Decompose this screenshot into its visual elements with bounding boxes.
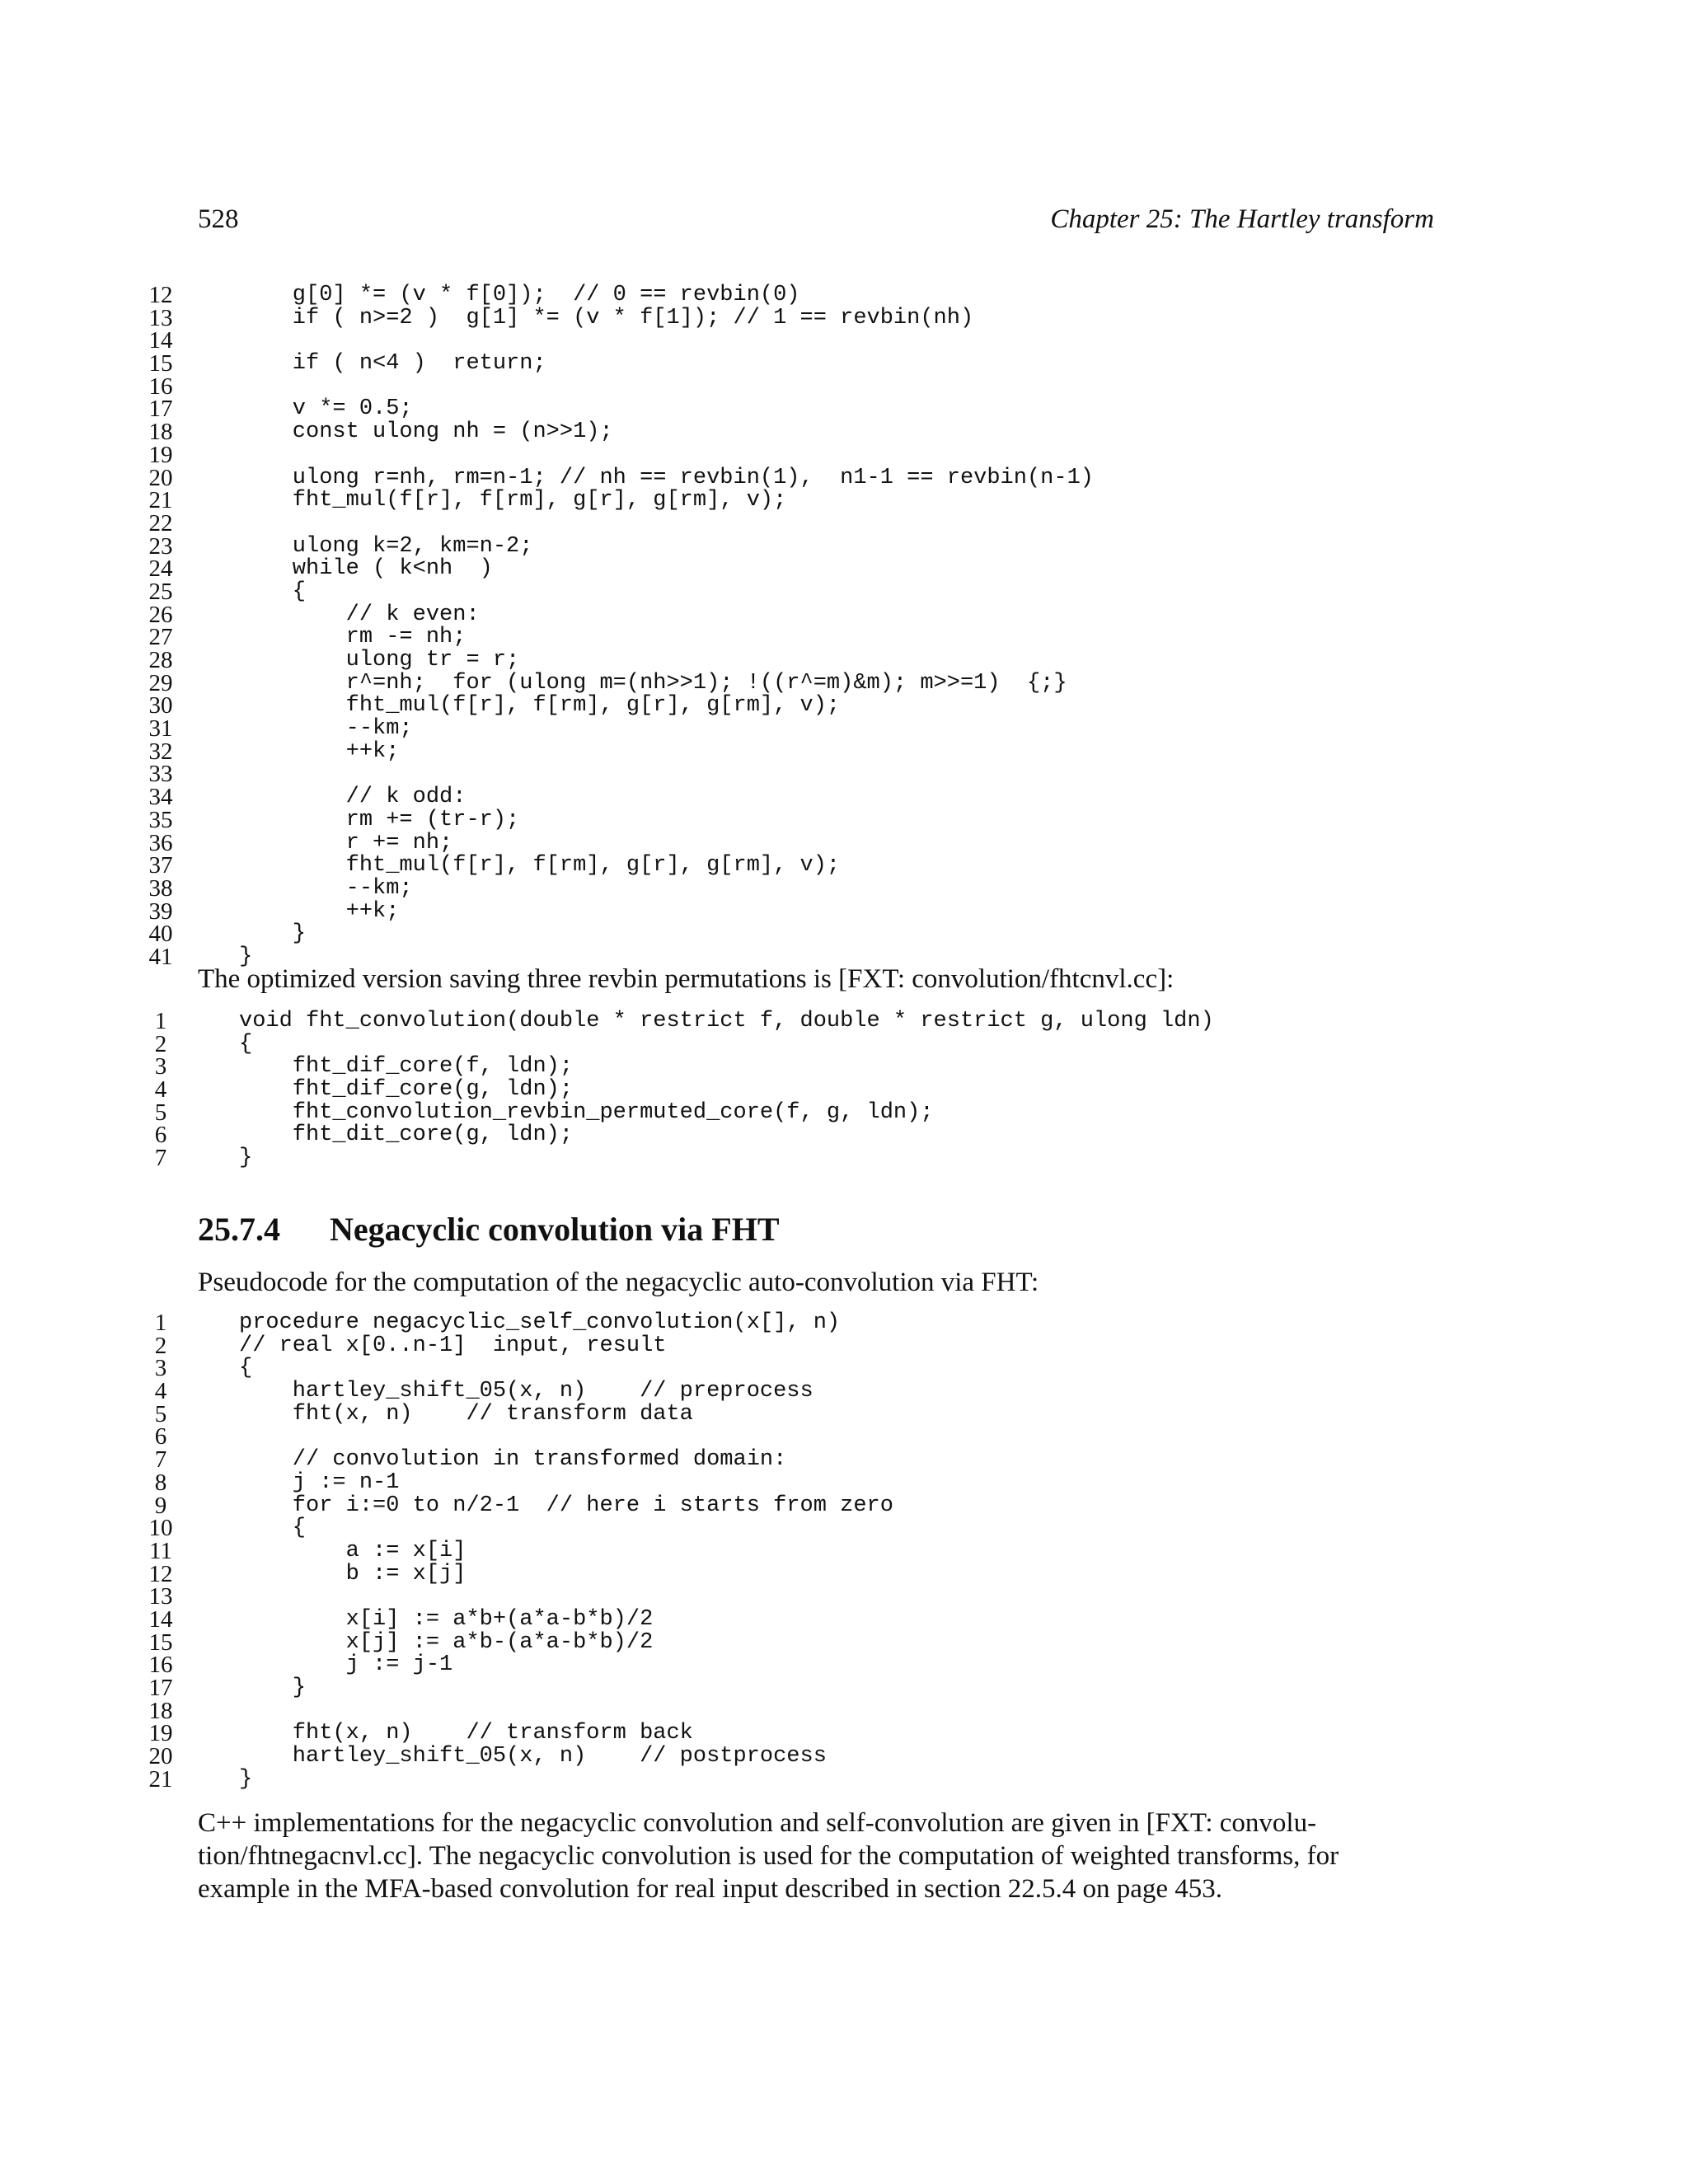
code-line xyxy=(0,763,1688,786)
code-line xyxy=(0,509,1688,537)
section-heading xyxy=(198,1210,780,1249)
code-line xyxy=(0,715,1688,743)
line-number: 12 xyxy=(148,1560,173,1587)
line-number: 41 xyxy=(148,943,173,970)
code-line xyxy=(0,1697,1688,1724)
line-number: 1 xyxy=(154,1310,167,1336)
code-text: } xyxy=(239,1146,253,1171)
code-line xyxy=(0,1446,1688,1474)
code-text: // convolution in transformed domain: xyxy=(239,1447,787,1473)
code-line xyxy=(0,1030,1688,1057)
line-number: 16 xyxy=(148,1652,173,1679)
line-number: 13 xyxy=(148,1583,173,1610)
line-number: 34 xyxy=(148,784,173,811)
code-line xyxy=(0,1332,1688,1359)
code-line xyxy=(0,1147,1688,1170)
chapter-title: Chapter 25: The Hartley transform xyxy=(1050,204,1434,234)
code-line xyxy=(0,1654,1688,1677)
code-text: } xyxy=(239,944,253,969)
code-text: g[0] *= (v * f[0]); // 0 == revbin(0) xyxy=(239,283,800,307)
code-text: --km; xyxy=(239,716,413,742)
line-number: 35 xyxy=(148,806,173,833)
code-line xyxy=(0,1583,1688,1610)
line-number: 14 xyxy=(148,1605,173,1633)
line-number: 2 xyxy=(154,1030,167,1057)
code-line xyxy=(0,1380,1688,1404)
code-line xyxy=(0,373,1688,400)
code-text: hartley_shift_05(x, n) // preprocess xyxy=(239,1379,814,1404)
line-number: 37 xyxy=(148,852,173,879)
line-number: 4 xyxy=(154,1076,167,1104)
code-line xyxy=(0,829,1688,856)
code-text: rm -= nh; xyxy=(239,625,467,650)
code-line xyxy=(0,1722,1688,1746)
code-line xyxy=(0,626,1688,649)
code-text: fht_mul(f[r], f[rm], g[r], g[rm], v); xyxy=(239,488,787,513)
line-number: 22 xyxy=(148,509,173,537)
line-number: 36 xyxy=(148,829,173,856)
line-number: 32 xyxy=(148,738,173,765)
line-number: 3 xyxy=(154,1053,167,1080)
code-line xyxy=(0,555,1688,583)
line-number: 14 xyxy=(148,327,173,354)
code-line xyxy=(0,1765,1688,1793)
code-line xyxy=(0,1560,1688,1587)
code-line xyxy=(0,1124,1688,1147)
code-text: x[i] := a*b+(a*a-b*b)/2 xyxy=(239,1606,654,1632)
running-header xyxy=(198,204,1434,241)
code-line xyxy=(0,398,1688,421)
code-text: procedure negacyclic_self_convolution(x[], n) xyxy=(239,1310,841,1335)
code-text: { xyxy=(239,1031,253,1057)
code-text: } xyxy=(239,1766,253,1792)
line-number: 17 xyxy=(148,1675,173,1701)
code-line xyxy=(0,692,1688,719)
code-line xyxy=(0,601,1688,628)
code-line xyxy=(0,532,1688,560)
paragraph-pseudocode-intro: Pseudocode for the computation of the negacyclic auto-convolution via FHT: xyxy=(198,1268,1039,1297)
line-number: 6 xyxy=(154,1122,167,1149)
code-text: fht_dif_core(g, ldn); xyxy=(239,1077,574,1103)
line-number: 2 xyxy=(154,1332,167,1359)
code-text: a := x[i] xyxy=(239,1538,467,1563)
code-text: // real x[0..n-1] input, result xyxy=(239,1333,667,1358)
section-number: 25.7.4 xyxy=(198,1211,280,1248)
code-text: ulong k=2, km=n-2; xyxy=(239,533,533,559)
line-number: 18 xyxy=(148,419,173,446)
line-number: 7 xyxy=(154,1145,167,1172)
code-line xyxy=(0,738,1688,765)
line-number: 11 xyxy=(149,1537,172,1564)
code-text: rm += (tr-r); xyxy=(239,807,520,832)
line-number: 40 xyxy=(148,921,173,948)
code-line xyxy=(0,1537,1688,1564)
code-text: fht_mul(f[r], f[rm], g[r], g[rm], v); xyxy=(239,853,841,879)
line-number: 15 xyxy=(148,350,173,377)
code-text: fht_dif_core(f, ldn); xyxy=(239,1054,574,1080)
line-number: 5 xyxy=(154,1400,167,1427)
code-text: } xyxy=(239,1675,307,1700)
code-text: r^=nh; for (ulong m=(nh>>1); !((r^=m)&m); m>>=1) {;} xyxy=(239,670,1067,696)
code-line xyxy=(0,669,1688,696)
line-number: 10 xyxy=(148,1515,173,1542)
line-number: 30 xyxy=(148,692,173,719)
code-line xyxy=(0,284,1688,307)
line-number: 25 xyxy=(148,578,173,605)
code-line xyxy=(0,1423,1688,1451)
code-line xyxy=(0,487,1688,514)
line-number: 7 xyxy=(154,1446,167,1474)
line-number: 33 xyxy=(148,761,173,788)
line-number: 1 xyxy=(154,1008,167,1034)
code-text: j := n-1 xyxy=(239,1469,400,1495)
code-line xyxy=(0,1053,1688,1080)
line-number: 21 xyxy=(148,487,173,514)
code-text: fht_convolution_revbin_permuted_core(f, g, ldn); xyxy=(239,1099,934,1125)
code-line xyxy=(0,1469,1688,1496)
code-text: if ( n<4 ) return; xyxy=(239,351,546,377)
code-block-fht-convolution xyxy=(0,1010,1688,1170)
code-line xyxy=(0,1076,1688,1104)
line-number: 23 xyxy=(148,532,173,560)
code-line xyxy=(0,1492,1688,1519)
code-text: fht_mul(f[r], f[rm], g[r], g[rm], v); xyxy=(239,693,841,719)
code-text: v *= 0.5; xyxy=(239,396,413,422)
code-line xyxy=(0,898,1688,925)
code-line xyxy=(0,327,1688,354)
code-text: fht(x, n) // transform data xyxy=(239,1401,693,1427)
code-text: while ( k<nh ) xyxy=(239,556,493,582)
code-line xyxy=(0,1312,1688,1335)
code-text: ulong r=nh, rm=n-1; // nh == revbin(1), n1-1 == revbin(n-1) xyxy=(239,465,1094,490)
line-number: 39 xyxy=(148,898,173,925)
code-text: ulong tr = r; xyxy=(239,648,520,673)
code-line xyxy=(0,1517,1688,1540)
code-line xyxy=(0,806,1688,833)
line-number: 20 xyxy=(148,464,173,491)
line-number: 12 xyxy=(148,282,173,308)
code-text: fht_dit_core(g, ldn); xyxy=(239,1122,574,1148)
code-line xyxy=(0,421,1688,444)
code-text: hartley_shift_05(x, n) // postprocess xyxy=(239,1744,827,1769)
code-line xyxy=(0,1099,1688,1126)
code-text: x[j] := a*b-(a*a-b*b)/2 xyxy=(239,1629,654,1655)
line-number: 28 xyxy=(148,647,173,673)
code-line xyxy=(0,852,1688,879)
line-number: 18 xyxy=(148,1697,173,1724)
line-number: 24 xyxy=(148,555,173,583)
code-block-negacyclic xyxy=(0,1312,1688,1791)
code-line xyxy=(0,923,1688,946)
line-number: 21 xyxy=(148,1765,173,1793)
code-line xyxy=(0,1677,1688,1700)
page-number: 528 xyxy=(198,204,239,234)
line-number: 13 xyxy=(148,304,173,331)
code-text: } xyxy=(239,921,307,947)
line-number: 8 xyxy=(154,1469,167,1496)
line-number: 3 xyxy=(154,1355,167,1382)
line-number: 6 xyxy=(154,1423,167,1451)
code-text: for i:=0 to n/2-1 // here i starts from zero xyxy=(239,1493,893,1518)
code-line xyxy=(0,1010,1688,1033)
code-text: const ulong nh = (n>>1); xyxy=(239,419,613,445)
code-text: { xyxy=(239,1356,253,1381)
code-text: --km; xyxy=(239,875,413,901)
line-number: 38 xyxy=(148,874,173,902)
code-block-fht-mul xyxy=(0,284,1688,969)
code-line xyxy=(0,1400,1688,1427)
code-line xyxy=(0,350,1688,377)
line-number: 19 xyxy=(148,441,173,468)
paragraph-cpp-implementations: C++ implementations for the negacyclic convolution and self-convolution are given in [FXT: convolu-tion/fhtnegacnvl.cc]. The negacyclic convolution is used for the computation of weighted transforms, for example in the MFA-based convolution for real input described in section 22.5.4 on page 453. xyxy=(198,1808,1339,1904)
code-text: // k odd: xyxy=(239,785,467,810)
line-number: 15 xyxy=(148,1629,173,1656)
line-number: 20 xyxy=(148,1743,173,1770)
section-title: Negacyclic convolution via FHT xyxy=(330,1211,780,1248)
paragraph-optimized-version: The optimized version saving three revbin permutations is [FXT: convolution/fhtcnvl.cc]: xyxy=(198,964,1175,994)
code-line xyxy=(0,304,1688,331)
code-line xyxy=(0,874,1688,902)
line-number: 29 xyxy=(148,669,173,696)
code-text: r += nh; xyxy=(239,830,453,855)
code-text: fht(x, n) // transform back xyxy=(239,1721,693,1746)
code-text: void fht_convolution(double * restrict f, double * restrict g, ulong ldn) xyxy=(239,1009,1214,1033)
line-number: 9 xyxy=(154,1492,167,1519)
code-text: if ( n>=2 ) g[1] *= (v * f[1]); // 1 == revbin(nh) xyxy=(239,305,974,330)
code-text: ++k; xyxy=(239,898,400,924)
code-line xyxy=(0,786,1688,809)
code-text: b := x[j] xyxy=(239,1561,467,1586)
code-line xyxy=(0,649,1688,673)
code-text: // k even: xyxy=(239,602,480,627)
code-text: { xyxy=(239,1516,307,1541)
code-text: j := j-1 xyxy=(239,1652,453,1678)
code-line xyxy=(0,1357,1688,1380)
line-number: 16 xyxy=(148,373,173,400)
code-line xyxy=(0,1605,1688,1633)
code-line xyxy=(0,578,1688,605)
code-text: { xyxy=(239,579,307,604)
code-line xyxy=(0,1743,1688,1770)
line-number: 19 xyxy=(148,1720,173,1747)
code-line xyxy=(0,441,1688,468)
code-line xyxy=(0,464,1688,491)
line-number: 5 xyxy=(154,1099,167,1126)
line-number: 4 xyxy=(154,1378,167,1405)
code-line xyxy=(0,1629,1688,1656)
line-number: 27 xyxy=(148,624,173,651)
line-number: 26 xyxy=(148,601,173,628)
code-text: ++k; xyxy=(239,738,400,764)
line-number: 31 xyxy=(148,715,173,743)
line-number: 17 xyxy=(148,396,173,423)
